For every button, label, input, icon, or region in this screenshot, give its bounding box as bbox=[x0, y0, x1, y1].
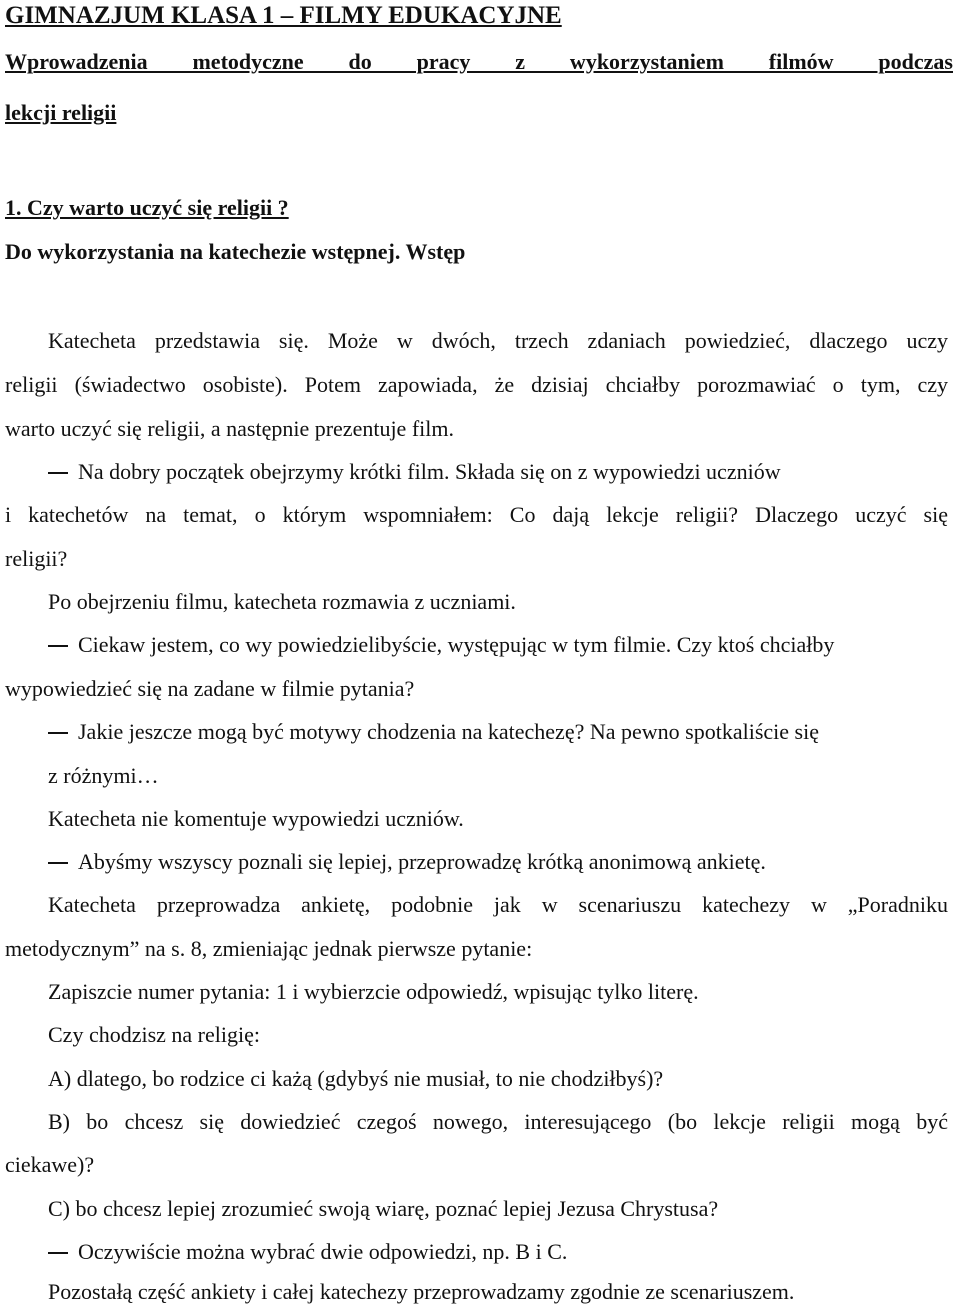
section-subheading: Do wykorzystania na katechezie wstępnej. Wstęp bbox=[5, 239, 466, 264]
paragraph-survey-line-2: metodycznym” na s. 8, zmieniając jednak pierwsze pytanie: bbox=[5, 936, 533, 961]
survey-option-b-line-1: B) bo chcesz się dowiedzieć czegoś nowego, interesującego (bo lekcje religii mogą być bbox=[48, 1109, 948, 1134]
paragraph-curious-line-1 bbox=[48, 631, 834, 659]
paragraph-curious-text-1: Ciekaw jestem, co wy powiedzielibyście, występując w tym filmie. Czy ktoś chciałby bbox=[78, 632, 835, 657]
paragraph-after-film: Po obejrzeniu filmu, katecheta rozmawia z uczniami. bbox=[48, 589, 516, 614]
survey-option-a: A) dlatego, bo rodzice ci każą (gdybyś nie musiał, to nie chodziłbyś)? bbox=[48, 1066, 664, 1091]
survey-question: Czy chodzisz na religię: bbox=[48, 1022, 260, 1047]
dash-bullet-icon bbox=[48, 472, 68, 474]
document-title: GIMNAZJUM KLASA 1 – FILMY EDUKACYJNE bbox=[5, 2, 562, 29]
paragraph-film-text-1: Na dobry początek obejrzymy krótki film. Składa się on z wypowiedzi uczniów bbox=[78, 459, 781, 484]
paragraph-film-line-2: i katechetów na temat, o którym wspomniałem: Co dają lekcje religii? Dlaczego uczyć się bbox=[5, 502, 948, 527]
dash-bullet-icon bbox=[48, 862, 68, 864]
survey-option-c: C) bo chcesz lepiej zrozumieć swoją wiarę, poznać lepiej Jezusa Chrystusa? bbox=[48, 1196, 719, 1221]
paragraph-motives-line-2: z różnymi… bbox=[48, 763, 159, 788]
paragraph-survey-line-1: Katecheta przeprowadza ankietę, podobnie jak w scenariuszu katechezy w „Poradniku bbox=[48, 892, 948, 917]
survey-option-b-line-2: ciekawe)? bbox=[5, 1152, 95, 1177]
paragraph-intro-line-3: warto uczyć się religii, a następnie prezentuje film. bbox=[5, 416, 454, 441]
section-heading: 1. Czy warto uczyć się religii ? bbox=[5, 195, 289, 220]
dash-bullet-icon bbox=[48, 1252, 68, 1254]
paragraph-two-answers-text: Oczywiście można wybrać dwie odpowiedzi, np. B i C. bbox=[78, 1239, 568, 1264]
paragraph-survey-intro bbox=[48, 848, 766, 876]
paragraph-no-comment: Katecheta nie komentuje wypowiedzi uczniów. bbox=[48, 806, 464, 831]
dash-bullet-icon bbox=[48, 732, 68, 734]
paragraph-motives-text-1: Jakie jeszcze mogą być motywy chodzenia na katechezę? Na pewno spotkaliście się bbox=[78, 719, 819, 744]
paragraph-motives-line-1 bbox=[48, 718, 819, 746]
paragraph-survey-intro-text: Abyśmy wszyscy poznali się lepiej, przeprowadzę krótką anonimową ankietę. bbox=[78, 849, 766, 874]
paragraph-two-answers bbox=[48, 1238, 567, 1266]
paragraph-intro-line-1: Katecheta przedstawia się. Może w dwóch, trzech zdaniach powiedzieć, dlaczego uczy bbox=[48, 328, 948, 353]
paragraph-intro-line-2: religii (świadectwo osobiste). Potem zapowiada, że dzisiaj chciałby porozmawiać o tym, czy bbox=[5, 372, 948, 397]
paragraph-closing: Pozostałą część ankiety i całej katechezy przeprowadzamy zgodnie ze scenariuszem. bbox=[48, 1279, 795, 1304]
dash-bullet-icon bbox=[48, 645, 68, 647]
paragraph-film-line-1 bbox=[48, 458, 781, 486]
document-subtitle-line-1: Wprowadzenia metodyczne do pracy z wykorzystaniem filmów podczas bbox=[5, 49, 953, 74]
paragraph-instruction: Zapiszcie numer pytania: 1 i wybierzcie odpowiedź, wpisując tylko literę. bbox=[48, 979, 699, 1004]
document-subtitle-line-2: lekcji religii bbox=[5, 100, 117, 125]
paragraph-film-line-3: religii? bbox=[5, 546, 68, 571]
paragraph-curious-line-2: wypowiedzieć się na zadane w filmie pytania? bbox=[5, 676, 415, 701]
